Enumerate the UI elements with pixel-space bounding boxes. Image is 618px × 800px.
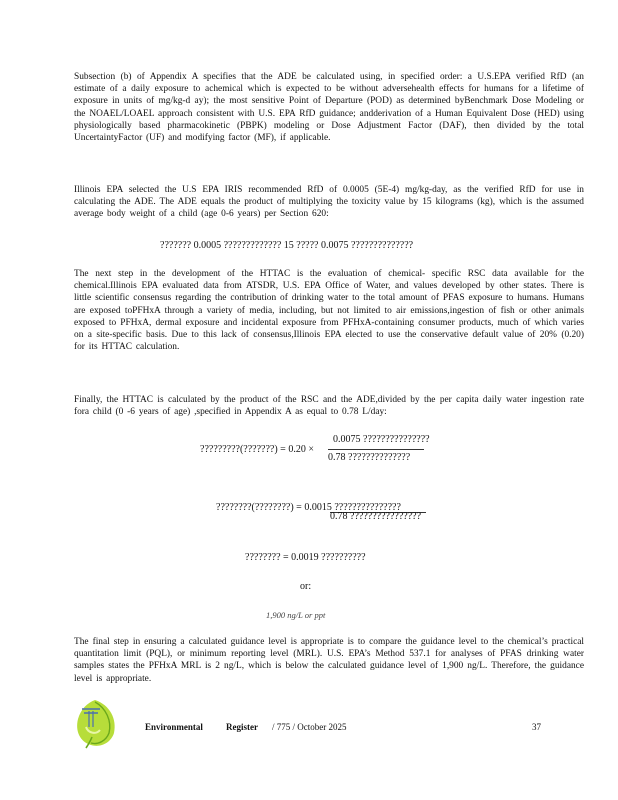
paragraph-pql-comparison: The final step in ensuring a calculated guidance level is appropriate is to compare the guidance level to the chemical’s practical quantitation limit (PQL), or minimum reporting level (MRL). U.S. EPA’s Method 537.1 for analyses of PFAS drinking water samples states the PFHxA MRL is 2 ng/L, which is below the calculated guidance level of 1,900 ng/L. Therefore, the guidance level is appropriate. [74, 637, 584, 684]
paragraph-subsection-b: Subsection (b) of Appendix A specifies that the ADE be calculated using, in specified order: a U.S.EPA verified RfD (an estimate of a daily exposure to achemical which is expected to be without adversehealth effects for humans for a lifetime of exposure in units of mg/kg-d ay); the most sensitive Point of Departure (POD) as determined byBenchmark Dose Modeling or the NOAEL/LOAEL approach consistent with U.S. EPA RfD guidance; andderivation of a Human Equivalent Dose (HED) using physiologically based pharmacokinetic (PBPK) modeling or Dose Adjustment Factor (DAF), then divided by the total UncertaintyFactor (UF) and modifying factor (MF), if applicable. [74, 72, 584, 144]
equation-httac-step2: ????????(????????) = 0.0015 ??????????????? [216, 502, 401, 513]
paragraph-httac-calculation: Finally, the HTTAC is calculated by the product of the RSC and the ADE,divided by the per capita daily water ingestion rate fora child (0 -6 years of age) ,specified in Appendix A as equal to 0.78 L/day: [74, 395, 584, 418]
footer-issue: / 775 / October 2025 [272, 722, 347, 732]
equation-httac-step1-prefix: ?????????(???????) = 0.20 × [200, 444, 314, 455]
equation-ade: ??????? 0.0005 ????????????? 15 ????? 0.0075 ?????????????? [160, 240, 414, 251]
equation-httac-step1-denominator: 0.78 ?????????????? [328, 452, 411, 463]
equation-httac-step1-numerator: 0.0075 ??????????????? [333, 434, 430, 445]
page-number: 37 [532, 722, 541, 732]
guidance-level-result: 1,900 ng/L or ppt [266, 610, 326, 620]
footer-journal-word2: Register [226, 722, 258, 732]
footer-journal-word1: Environmental [145, 722, 203, 732]
equation-httac-step1 [200, 444, 314, 456]
environmental-register-logo-icon [70, 697, 120, 749]
paragraph-rsc-evaluation: The next step in the development of the HTTAC is the evaluation of chemical- specific RSC data available for the chemical.Illinois EPA evaluated data from ATSDR, U.S. EPA Office of Water, and values developed by other states. There is little scientific consensus regarding the contribution of drinking water to the total amount of PFAS exposure to humans. Humans are exposed toPFHxA through a variety of media, including, but not limited to air emissions,ingestion of fish or other animals exposed to PFHxA, dermal exposure and incidental exposure from PFHxA-containing consumer products, much of which varies on a site-specific basis. Due to this lack of consensus,Illinois EPA elected to use the conservative default value of 20% (0.20) for its HTTAC calculation. [74, 269, 584, 353]
equation-httac-step2-denominator: 0.78 ???????????????? [330, 511, 422, 522]
or-label: or: [300, 581, 312, 592]
fraction-bar [328, 449, 424, 450]
equation-httac-result: ???????? = 0.0019 ?????????? [245, 552, 366, 563]
paragraph-rfd-selection: Illinois EPA selected the U.S EPA IRIS recommended RfD of 0.0005 (5E-4) mg/kg-day, as the verified RfD for use in calculating the ADE. The ADE equals the product of multiplying the toxicity value by 15 kilograms (kg), which is the assumed average body weight of a child (age 0-6 years) per Section 620: [74, 185, 584, 220]
